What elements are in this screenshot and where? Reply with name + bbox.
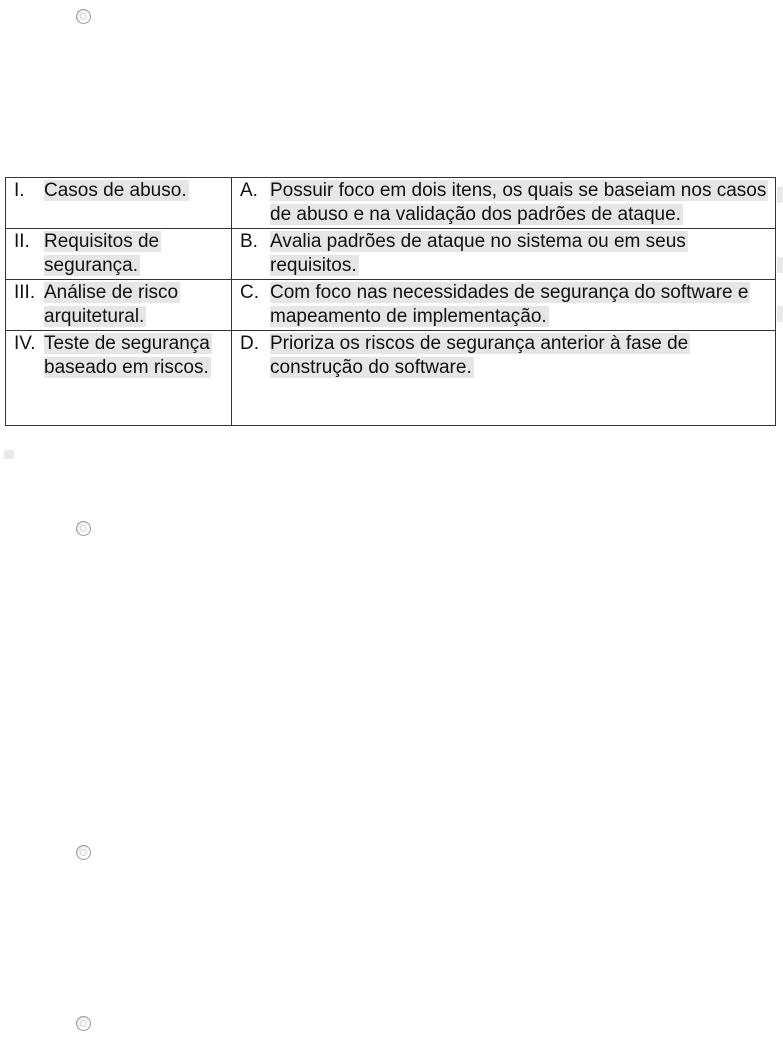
answer-radio-2[interactable]: [76, 521, 91, 536]
answer-radio-4[interactable]: [76, 1016, 91, 1031]
right-item-letter: B.: [240, 231, 258, 252]
left-item-number: I.: [14, 180, 25, 201]
left-item-text: Casos de abuso.: [44, 180, 187, 201]
left-item-text: Análise de risco arquitetural.: [44, 282, 179, 327]
right-item-text: Possuir foco em dois itens, os quais se baseiam nos casos de abuso e na validação dos padrões de ataque.: [270, 180, 767, 225]
right-item-letter: C.: [240, 282, 259, 303]
left-item-number: II.: [14, 231, 30, 252]
selection-artifact: [777, 257, 783, 273]
table-row: [6, 331, 776, 426]
right-item-letter: A.: [240, 180, 258, 201]
right-item-letter: D.: [240, 333, 259, 354]
right-item-text: Prioriza os riscos de segurança anterior à fase de construção do software.: [270, 333, 689, 378]
left-item-text: Requisitos de segurança.: [44, 231, 160, 276]
answer-radio-1[interactable]: [76, 9, 91, 24]
right-item-text: Com foco nas necessidades de segurança do software e mapeamento de implementação.: [270, 282, 749, 327]
right-item-text: Avalia padrões de ataque no sistema ou em seus requisitos.: [270, 231, 686, 276]
answer-radio-3[interactable]: [76, 845, 91, 860]
selection-artifact: [777, 306, 783, 322]
table-row: [6, 229, 776, 280]
table-row: [6, 178, 776, 229]
left-item-text: Teste de segurança baseado em riscos.: [44, 333, 210, 378]
left-item-number: IV.: [14, 333, 36, 354]
selection-artifact: [4, 450, 14, 459]
matching-table: [5, 177, 776, 426]
left-item-number: III.: [14, 282, 36, 303]
table-row: [6, 280, 776, 331]
selection-artifact: [777, 187, 783, 203]
